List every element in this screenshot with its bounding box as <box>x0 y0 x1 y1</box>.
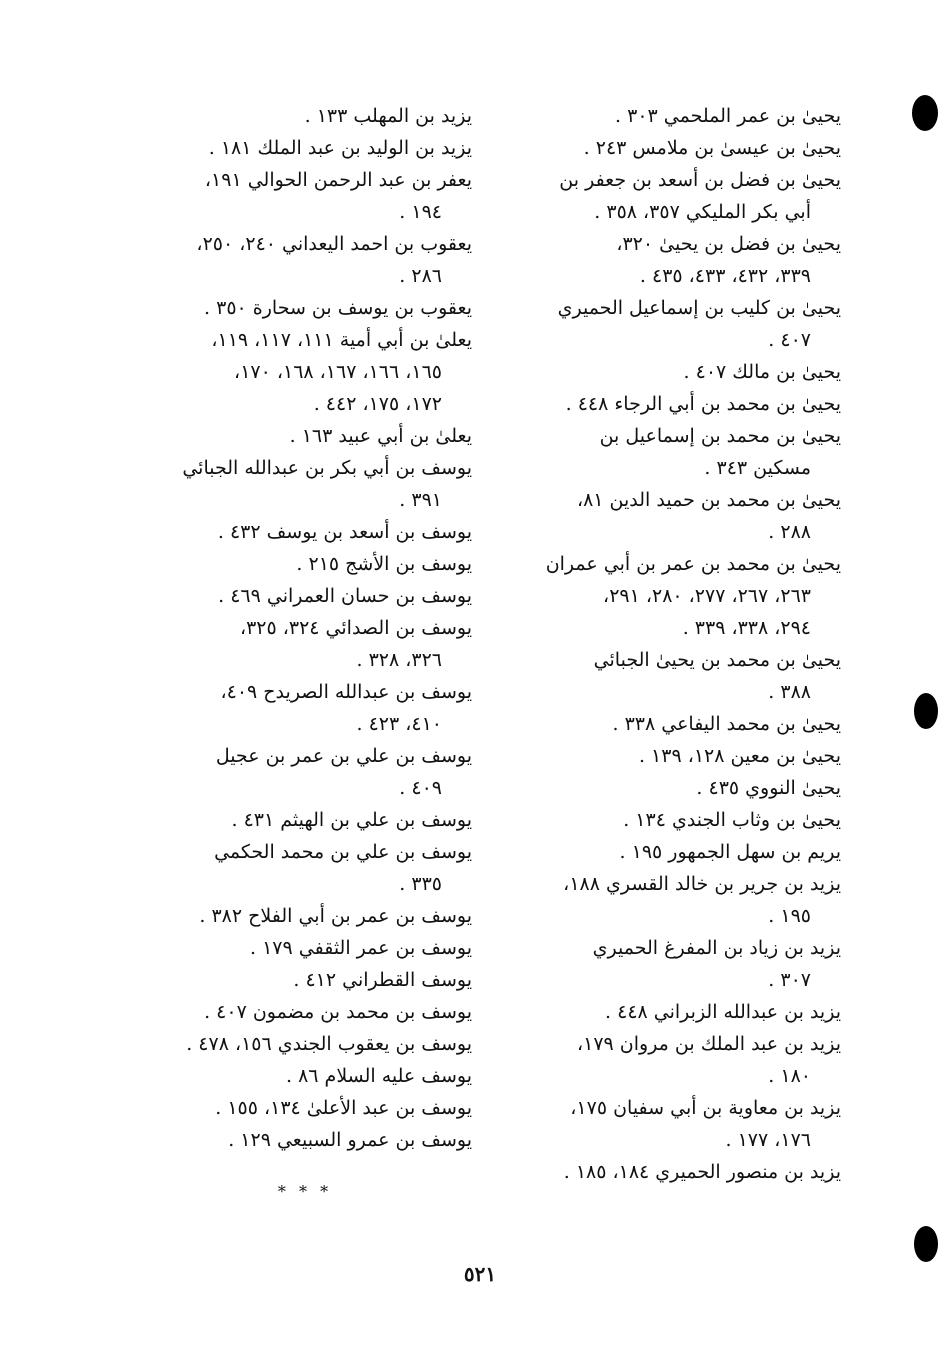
index-line: يوسف عليه السلام ٨٦ . <box>286 1065 472 1087</box>
index-line: يوسف بن حسان العمراني ٤٦٩ . <box>218 585 472 607</box>
index-line: يوسف بن الصدائي ٣٢٤، ٣٢٥، <box>239 617 472 639</box>
index-line: يوسف بن عبدالله الصريدح ٤٠٩، <box>220 681 472 703</box>
index-line: ٤٠٧ . <box>768 329 811 351</box>
index-line: يوسف القطراني ٤١٢ . <box>293 969 472 991</box>
index-line: يحيىٰ النووي ٤٣٥ . <box>696 777 841 799</box>
section-separator: * * * <box>277 1182 333 1201</box>
index-line: يزيد بن معاوية بن أبي سفيان ١٧٥، <box>570 1097 841 1119</box>
index-line: يعقوب بن يوسف بن سحارة ٣٥٠ . <box>204 297 472 319</box>
index-line: ١٨٠ . <box>768 1065 811 1087</box>
index-line: ١٧٢، ١٧٥، ٤٤٢ . <box>313 393 442 415</box>
index-line: ٣٢٦، ٣٢٨ . <box>356 649 442 671</box>
index-line: يحيىٰ بن محمد بن إسماعيل بن <box>599 425 841 447</box>
index-line: يزيد بن الوليد بن عبد الملك ١٨١ . <box>208 137 472 159</box>
index-line: ٣٩١ . <box>399 489 442 511</box>
index-line: يريم بن سهل الجمهور ١٩٥ . <box>619 841 841 863</box>
index-line: ٢٨٨ . <box>768 521 811 543</box>
index-line: ٣٨٨ . <box>768 681 811 703</box>
index-line: ٣٣٥ . <box>399 873 442 895</box>
index-line: يحيىٰ بن محمد بن حميد الدين ٨١، <box>576 489 841 511</box>
index-line: يزيد بن المهلب ١٣٣ . <box>304 105 472 127</box>
index-line: يوسف بن علي بن محمد الحكمي <box>214 841 472 863</box>
right-column <box>521 100 841 1188</box>
index-line: ١٧٦، ١٧٧ . <box>725 1129 811 1151</box>
index-line: يزيد بن عبد الملك بن مروان ١٧٩، <box>576 1033 841 1055</box>
binding-hole-mark <box>914 1226 938 1262</box>
index-line: يوسف بن علي بن الهيثم ٤٣١ . <box>231 809 472 831</box>
page-number: ٥٢١ <box>463 1262 497 1286</box>
index-line: يعقوب بن احمد اليعداني ٢٤٠، ٢٥٠، <box>196 233 472 255</box>
index-line: يوسف بن أسعد بن يوسف ٤٣٢ . <box>217 521 472 543</box>
index-line: يعلىٰ بن أبي عبيد ١٦٣ . <box>289 425 472 447</box>
binding-hole-mark <box>914 693 938 729</box>
index-line: ١٩٤ . <box>399 201 442 223</box>
index-line: يعلىٰ بن أبي أمية ١١١، ١١٧، ١١٩، <box>211 329 472 351</box>
index-line: يوسف بن محمد بن مضمون ٤٠٧ . <box>204 1001 472 1023</box>
index-line: يزيد بن منصور الحميري ١٨٤، ١٨٥ . <box>563 1161 841 1183</box>
index-line: يعفر بن عبد الرحمن الحوالي ١٩١، <box>204 169 472 191</box>
index-line: يحيىٰ بن محمد اليفاعي ٣٣٨ . <box>612 713 841 735</box>
index-line: ٤٠٩ . <box>399 777 442 799</box>
index-line: يوسف بن عبد الأعلىٰ ١٣٤، ١٥٥ . <box>215 1097 472 1119</box>
index-line: يزيد بن عبدالله الزبراني ٤٤٨ . <box>605 1001 841 1023</box>
index-line: يوسف بن عمر الثقفي ١٧٩ . <box>250 937 472 959</box>
index-line: يحيىٰ بن محمد بن أبي الرجاء ٤٤٨ . <box>565 393 841 415</box>
index-line: يحيىٰ بن كليب بن إسماعيل الحميري <box>557 297 841 319</box>
index-line: ٤١٠، ٤٢٣ . <box>356 713 442 735</box>
index-line: يوسف بن أبي بكر بن عبدالله الجبائي <box>182 457 472 479</box>
index-line: يحيىٰ بن عيسىٰ بن ملامس ٢٤٣ . <box>583 137 841 159</box>
index-line: ٢٦٣، ٢٦٧، ٢٧٧، ٢٨٠، ٢٩١، <box>603 585 811 607</box>
index-line: مسكين ٣٤٣ . <box>704 457 811 479</box>
index-line: ٢٩٤، ٣٣٨، ٣٣٩ . <box>682 617 811 639</box>
index-line: يوسف بن الأشج ٢١٥ . <box>296 553 472 575</box>
index-line: يحيىٰ بن فضل بن يحيىٰ ٣٢٠، <box>616 233 841 255</box>
index-line: ٢٨٦ . <box>399 265 442 287</box>
index-line: يحيىٰ بن فضل بن أسعد بن جعفر بن <box>559 169 841 191</box>
index-line: يحيىٰ بن معين ١٢٨، ١٣٩ . <box>638 745 841 767</box>
index-line: يوسف بن عمر بن أبي الفلاح ٣٨٢ . <box>199 905 472 927</box>
index-line: أبي بكر المليكي ٣٥٧، ٣٥٨ . <box>594 201 811 223</box>
index-line: ٣٣٩، ٤٣٢، ٤٣٣، ٤٣٥ . <box>639 265 811 287</box>
index-line: يزيد بن زياد بن المفرغ الحميري <box>592 937 841 959</box>
left-column <box>142 100 472 1156</box>
index-line: ١٩٥ . <box>768 905 811 927</box>
index-line: يوسف بن عمرو السبيعي ١٢٩ . <box>228 1129 472 1151</box>
index-line: يوسف بن يعقوب الجندي ١٥٦، ٤٧٨ . <box>186 1033 472 1055</box>
binding-hole-mark <box>912 95 938 131</box>
index-line: يحيىٰ بن وثاب الجندي ١٣٤ . <box>623 809 841 831</box>
index-line: يوسف بن علي بن عمر بن عجيل <box>215 745 472 767</box>
index-line: يحيىٰ بن محمد بن يحيىٰ الجبائي <box>593 649 841 671</box>
index-line: يحيىٰ بن عمر الملحمي ٣٠٣ . <box>615 105 841 127</box>
index-line: يزيد بن جرير بن خالد القسري ١٨٨، <box>563 873 841 895</box>
index-line: ٣٠٧ . <box>768 969 811 991</box>
index-line: يحيىٰ بن محمد بن عمر بن أبي عمران <box>545 553 841 575</box>
index-line: يحيىٰ بن مالك ٤٠٧ . <box>683 361 841 383</box>
index-line: ١٦٥، ١٦٦، ١٦٧، ١٦٨، ١٧٠، <box>234 361 442 383</box>
